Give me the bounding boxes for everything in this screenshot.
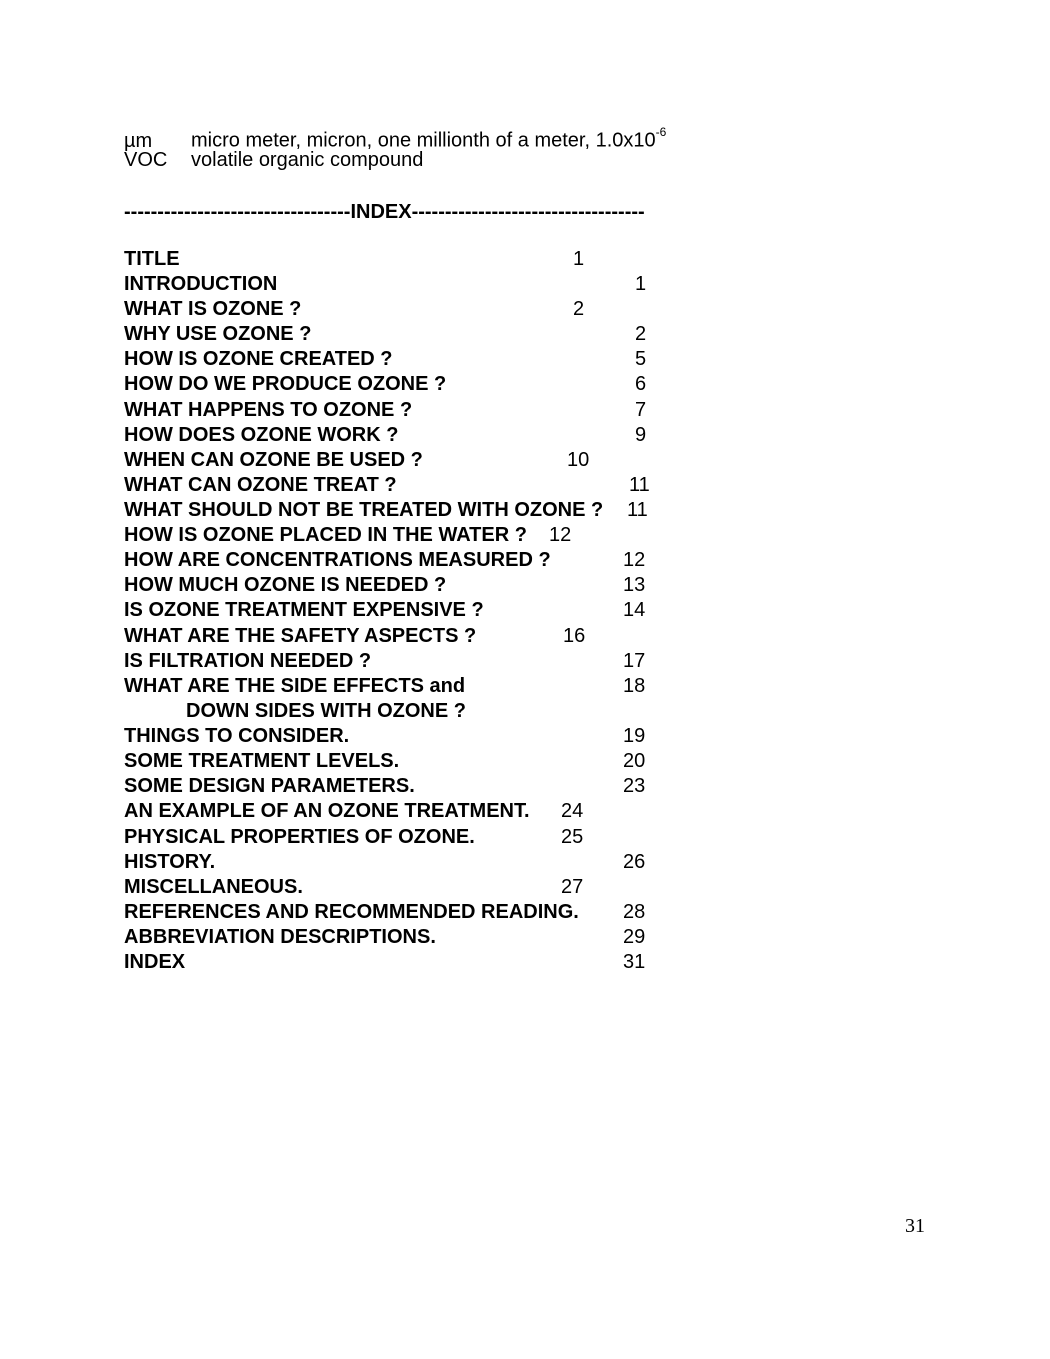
toc-title: IS FILTRATION NEEDED ?	[124, 650, 372, 672]
toc-entry	[124, 247, 585, 272]
toc-entry	[124, 774, 646, 799]
index-heading: ----------------------------------INDEX-----------------------------------	[124, 201, 645, 223]
toc-entry	[124, 925, 646, 950]
toc-title: WHAT CAN OZONE TREAT ?	[124, 474, 397, 496]
toc-title: WHY USE OZONE ?	[124, 323, 312, 345]
toc-page: 1	[635, 273, 647, 295]
toc-title: HISTORY.	[124, 851, 216, 873]
toc-title: THINGS TO CONSIDER.	[124, 725, 350, 747]
toc-title: AN EXAMPLE OF AN OZONE TREATMENT.	[124, 800, 530, 822]
toc-title: HOW MUCH OZONE IS NEEDED ?	[124, 574, 447, 596]
toc-title: WHAT IS OZONE ?	[124, 298, 302, 320]
toc-title: WHAT SHOULD NOT BE TREATED WITH OZONE ?	[124, 499, 604, 521]
toc-page: 31	[623, 951, 646, 973]
toc-title: HOW DOES OZONE WORK ?	[124, 424, 399, 446]
toc-entry	[124, 372, 647, 397]
toc-title: SOME DESIGN PARAMETERS.	[124, 775, 415, 797]
toc-entry	[124, 272, 647, 297]
toc-entry	[124, 875, 584, 900]
toc-page: 10	[567, 449, 590, 471]
toc-title: HOW IS OZONE PLACED IN THE WATER ?	[124, 524, 527, 546]
toc-title: WHEN CAN OZONE BE USED ?	[124, 449, 423, 471]
toc-page: 17	[623, 650, 646, 672]
toc-page: 25	[561, 826, 584, 848]
toc-page: 5	[635, 348, 647, 370]
toc-title: SOME TREATMENT LEVELS.	[124, 750, 400, 772]
toc-page: 23	[623, 775, 646, 797]
toc-title: WHAT ARE THE SIDE EFFECTS and	[124, 675, 466, 697]
toc-page: 16	[563, 625, 586, 647]
toc-title: HOW ARE CONCENTRATIONS MEASURED ?	[124, 549, 551, 571]
abbreviation-row	[124, 148, 423, 173]
toc-page: 2	[635, 323, 647, 345]
toc-title: TITLE	[124, 248, 180, 270]
toc-title: INDEX	[124, 951, 186, 973]
toc-entry	[124, 347, 647, 372]
toc-title: REFERENCES AND RECOMMENDED READING.	[124, 901, 579, 923]
toc-title: IS OZONE TREATMENT EXPENSIVE ?	[124, 599, 484, 621]
abbreviation-description: micro meter, micron, one millionth of a meter, 1.0x10	[191, 129, 656, 152]
toc-entry	[124, 548, 646, 573]
toc-page: 1	[573, 248, 585, 270]
toc-title: PHYSICAL PROPERTIES OF OZONE.	[124, 826, 475, 848]
toc-entry	[124, 825, 584, 850]
toc-page: 27	[561, 876, 584, 898]
toc-entry	[124, 423, 647, 448]
toc-title: INTRODUCTION	[124, 273, 278, 295]
toc-entry	[124, 649, 646, 674]
toc-page: 13	[623, 574, 646, 596]
toc-title: ABBREVIATION DESCRIPTIONS.	[124, 926, 436, 948]
toc-entry	[124, 950, 646, 975]
toc-page: 26	[623, 851, 646, 873]
toc-page: 19	[623, 725, 646, 747]
toc-title: MISCELLANEOUS.	[124, 876, 303, 898]
toc-entry	[124, 297, 585, 322]
abbreviation-term: VOC	[124, 149, 168, 171]
toc-entry	[124, 398, 647, 423]
toc-page: 20	[623, 750, 646, 772]
abbreviation-description: volatile organic compound	[191, 149, 424, 171]
toc-entry	[124, 498, 648, 523]
exponent: -6	[655, 125, 667, 139]
toc-title-continuation: DOWN SIDES WITH OZONE ?	[186, 700, 466, 722]
toc-page: 11	[627, 499, 648, 521]
toc-entry	[124, 624, 586, 649]
toc-entry	[124, 850, 646, 875]
toc-page: 2	[573, 298, 585, 320]
toc-entry	[124, 523, 572, 548]
toc-entry	[124, 900, 646, 925]
toc-title: WHAT ARE THE SAFETY ASPECTS ?	[124, 625, 477, 647]
toc-entry	[124, 322, 647, 347]
toc-title: WHAT HAPPENS TO OZONE ?	[124, 399, 413, 421]
toc-entry	[124, 674, 646, 722]
toc-entry	[124, 598, 646, 623]
toc-page: 9	[635, 424, 647, 446]
toc-page: 24	[561, 800, 584, 822]
toc-page: 6	[635, 373, 647, 395]
toc-page: 11	[629, 474, 650, 496]
toc-entry	[124, 573, 646, 598]
toc-entry	[124, 724, 646, 749]
toc-page: 18	[623, 675, 646, 697]
toc-page: 12	[549, 524, 572, 546]
page-number: 31	[905, 1215, 925, 1237]
toc-page: 7	[635, 399, 647, 421]
toc-page: 29	[623, 926, 646, 948]
toc-page: 28	[623, 901, 646, 923]
abbreviation-term: µm	[124, 129, 153, 152]
toc-entry	[124, 473, 650, 498]
toc-page: 14	[623, 599, 646, 621]
toc-page: 12	[623, 549, 646, 571]
toc-title: HOW IS OZONE CREATED ?	[124, 348, 393, 370]
toc-entry	[124, 749, 646, 774]
toc-entry	[124, 448, 590, 473]
toc-title: HOW DO WE PRODUCE OZONE ?	[124, 373, 447, 395]
toc-entry	[124, 799, 584, 824]
